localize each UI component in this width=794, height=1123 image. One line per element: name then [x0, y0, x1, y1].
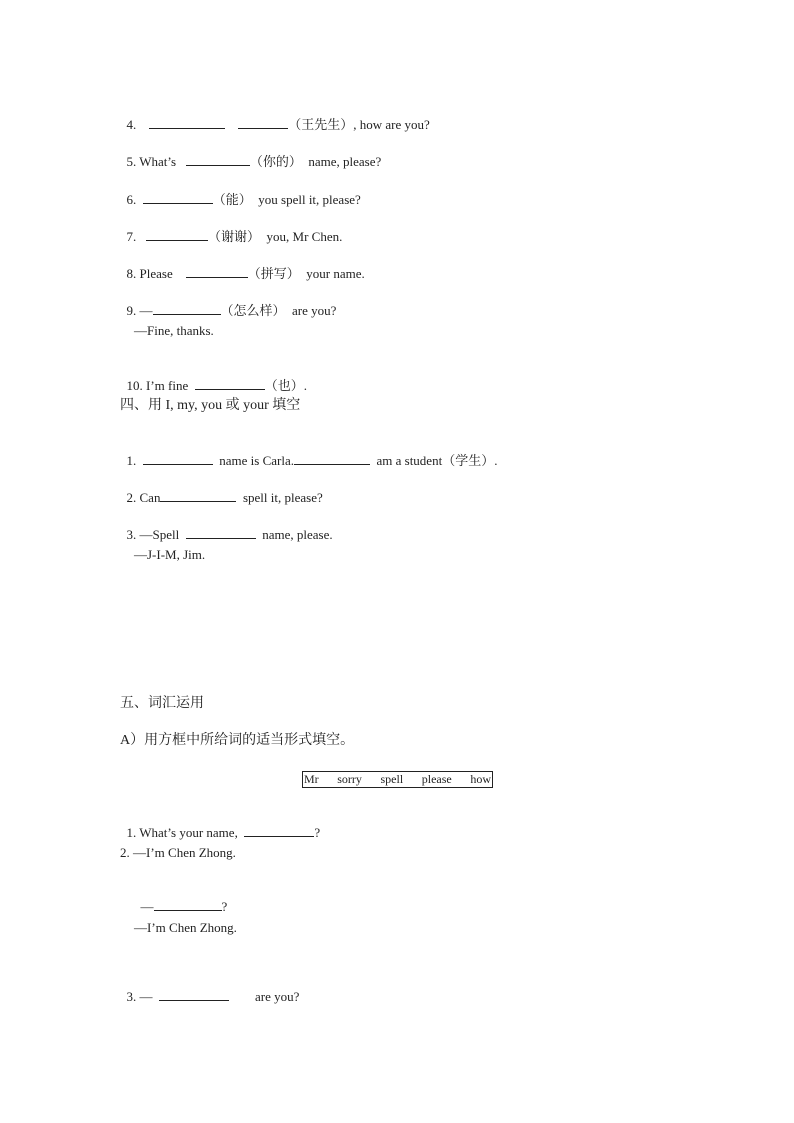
chinese-hint: （谢谢）	[208, 229, 261, 244]
chinese-hint: （也）	[264, 378, 304, 393]
answer-blank[interactable]	[244, 824, 314, 837]
answer-blank[interactable]	[294, 452, 370, 465]
word-bank-item: sorry	[337, 772, 362, 786]
answer-blank[interactable]	[146, 228, 208, 241]
chinese-hint: （你的）	[249, 154, 302, 169]
question-text: name, please?	[308, 154, 382, 169]
chinese-hint: （怎么样）	[220, 303, 286, 318]
answer-blank[interactable]	[186, 265, 248, 278]
question-4	[120, 100, 430, 133]
question-text: 3. —Spell	[126, 527, 180, 542]
answer-blank[interactable]	[186, 526, 256, 539]
question-text: 5. What’s	[126, 154, 177, 169]
question-number: 4.	[126, 117, 137, 132]
chinese-hint: （王先生）	[288, 117, 354, 132]
question-7	[120, 212, 342, 245]
answer-blank[interactable]	[149, 116, 225, 129]
part4-question-1	[120, 436, 497, 469]
section-heading-5: 五、词汇运用	[120, 696, 204, 711]
question-number: 7.	[126, 229, 137, 244]
question-text: you spell it, please?	[258, 192, 361, 207]
word-bank-item: please	[421, 772, 452, 786]
question-text: 8. Please	[126, 266, 173, 281]
section-heading-4: 四、用 I, my, you 或 your 填空	[120, 398, 301, 413]
chinese-hint: （能）	[212, 192, 252, 207]
question-text: you, Mr Chen.	[266, 229, 343, 244]
question-number: 6.	[126, 192, 137, 207]
word-bank-item: Mr	[304, 772, 319, 786]
question-text: name is Carla.	[219, 453, 294, 468]
part4-question-3-answer: —J-I-M, Jim.	[134, 547, 206, 562]
chinese-hint: （拼写）	[247, 266, 300, 281]
answer-blank[interactable]	[160, 489, 236, 502]
part5-question-1	[120, 808, 320, 841]
question-6	[120, 175, 361, 208]
answer-blank[interactable]	[153, 302, 221, 315]
word-bank-item: how	[470, 772, 491, 786]
question-9-answer: —Fine, thanks.	[134, 323, 214, 338]
question-10	[120, 361, 307, 394]
question-text: .	[303, 378, 307, 393]
word-bank-box	[302, 771, 493, 788]
section-subheading: A）用方框中所给词的适当形式填空。	[120, 733, 355, 748]
question-text: are you?	[292, 303, 337, 318]
question-number: 1.	[126, 453, 137, 468]
part5-question-3	[120, 972, 299, 1005]
answer-blank[interactable]	[159, 988, 229, 1001]
question-text: 9. —	[126, 303, 153, 318]
part4-question-2	[120, 473, 323, 506]
question-text: am a student（学生）.	[376, 453, 498, 468]
question-text: ?	[314, 825, 321, 840]
question-text: ?	[221, 899, 228, 914]
answer-blank[interactable]	[195, 377, 265, 390]
question-text: are you?	[255, 989, 300, 1004]
answer-blank[interactable]	[238, 116, 288, 129]
answer-blank[interactable]	[143, 452, 213, 465]
question-text: 2. Can	[126, 490, 161, 505]
answer-blank[interactable]	[154, 898, 222, 911]
word-bank-item: spell	[380, 772, 404, 786]
question-text: 3. —	[126, 989, 153, 1004]
question-9	[120, 286, 336, 319]
question-5	[120, 137, 381, 170]
part5-question-2-reply	[134, 882, 227, 915]
question-8	[120, 249, 365, 282]
question-text: name, please.	[262, 527, 333, 542]
part4-question-3	[120, 510, 333, 543]
question-text: spell it, please?	[242, 490, 323, 505]
answer-blank[interactable]	[186, 153, 250, 166]
question-text: 10. I’m fine	[126, 378, 189, 393]
part5-question-2-answer: —I’m Chen Zhong.	[134, 920, 237, 935]
question-text: , how are you?	[353, 117, 430, 132]
part5-question-2: 2. —I’m Chen Zhong.	[120, 845, 236, 860]
answer-blank[interactable]	[143, 191, 213, 204]
question-text: your name.	[306, 266, 365, 281]
question-text: 1. What’s your name,	[126, 825, 238, 840]
question-text: —	[140, 899, 154, 914]
